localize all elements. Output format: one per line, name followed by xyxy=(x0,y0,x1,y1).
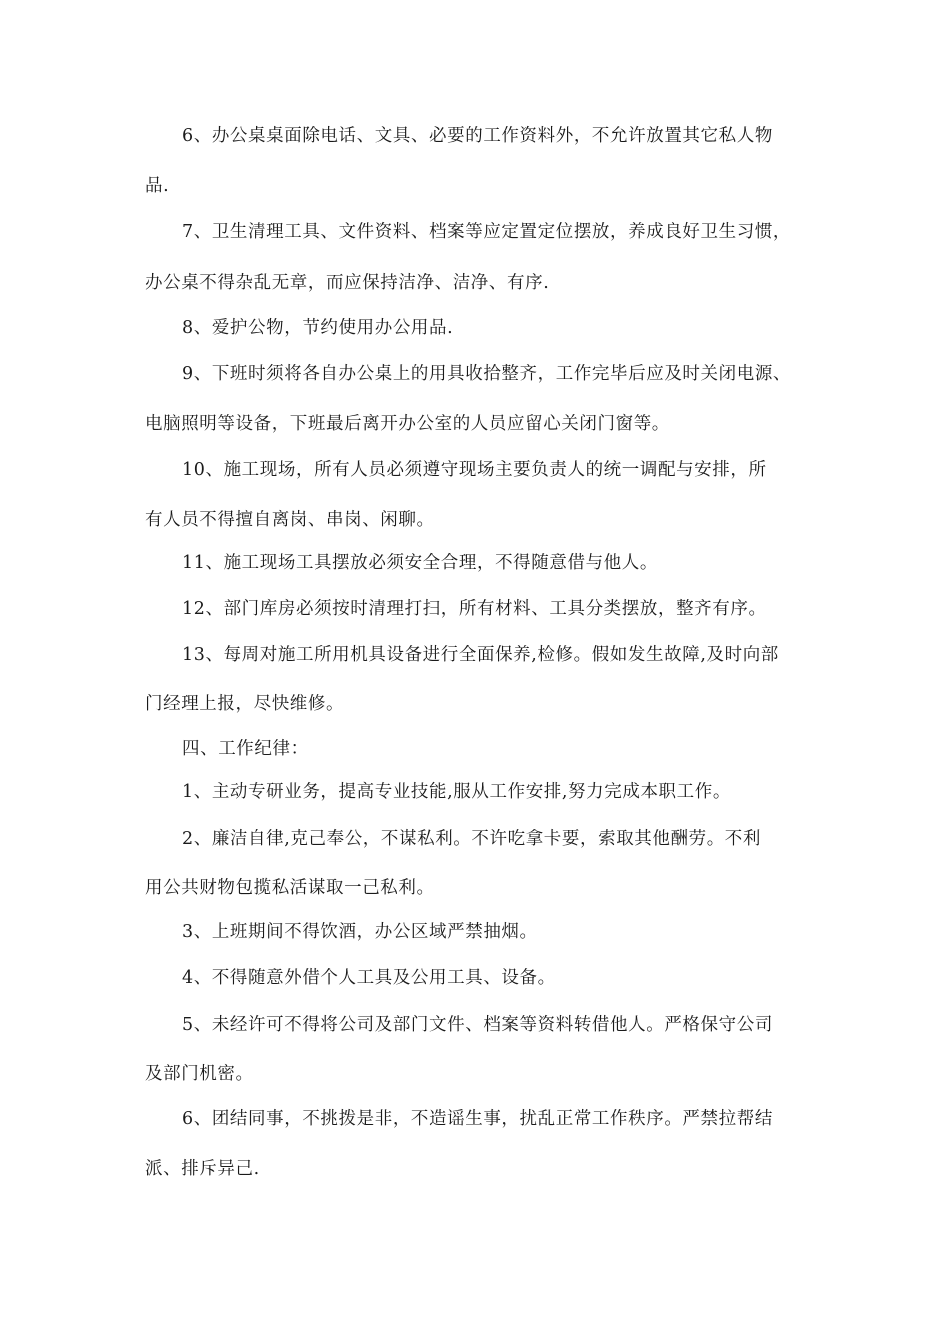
text-line: 办公桌不得杂乱无章，而应保持洁净、洁净、有序. xyxy=(145,273,550,293)
text-line: 6、办公桌桌面除电话、文具、必要的工作资料外，不允许放置其它私人物 xyxy=(182,126,773,146)
text-line: 9、下班时须将各自办公桌上的用具收拾整齐，工作完毕后应及时关闭电源、 xyxy=(182,364,792,384)
text-line: 3、上班期间不得饮酒，办公区域严禁抽烟。 xyxy=(182,922,538,942)
text-line: 派、排斥异己. xyxy=(145,1159,260,1179)
text-line: 电脑照明等设备，下班最后离开办公室的人员应留心关闭门窗等。 xyxy=(145,414,670,434)
text-line: 2、廉洁自律,克己奉公，不谋私利。不许吃拿卡要，索取其他酬劳。不利 xyxy=(182,829,761,849)
text-line: 5、未经许可不得将公司及部门文件、档案等资料转借他人。严格保守公司 xyxy=(182,1015,773,1035)
text-line: 及部门机密。 xyxy=(145,1064,254,1084)
text-line: 4、不得随意外借个人工具及公用工具、设备。 xyxy=(182,968,556,988)
text-line: 10、施工现场，所有人员必须遵守现场主要负责人的统一调配与安排，所 xyxy=(182,460,767,480)
text-line: 用公共财物包揽私活谋取一己私利。 xyxy=(145,878,435,898)
text-line: 有人员不得擅自离岗、串岗、闲聊。 xyxy=(145,510,435,530)
text-line: 品. xyxy=(145,176,170,196)
text-line: 1、主动专研业务，提高专业技能,服从工作安排,努力完成本职工作。 xyxy=(182,782,731,802)
section-heading: 四、工作纪律： xyxy=(182,739,309,759)
text-line: 门经理上报，尽快维修。 xyxy=(145,694,345,714)
text-line: 8、爱护公物，节约使用办公用品. xyxy=(182,318,454,338)
text-line: 13、每周对施工所用机具设备进行全面保养,检修。假如发生故障,及时向部 xyxy=(182,645,779,665)
text-line: 12、部门库房必须按时清理打扫，所有材料、工具分类摆放，整齐有序。 xyxy=(182,599,767,619)
text-line: 7、卫生清理工具、文件资料、档案等应定置定位摆放，养成良好卫生习惯， xyxy=(182,222,792,242)
text-line: 6、团结同事，不挑拨是非，不造谣生事，扰乱正常工作秩序。严禁拉帮结 xyxy=(182,1109,773,1129)
text-line: 11、施工现场工具摆放必须安全合理，不得随意借与他人。 xyxy=(182,553,658,573)
